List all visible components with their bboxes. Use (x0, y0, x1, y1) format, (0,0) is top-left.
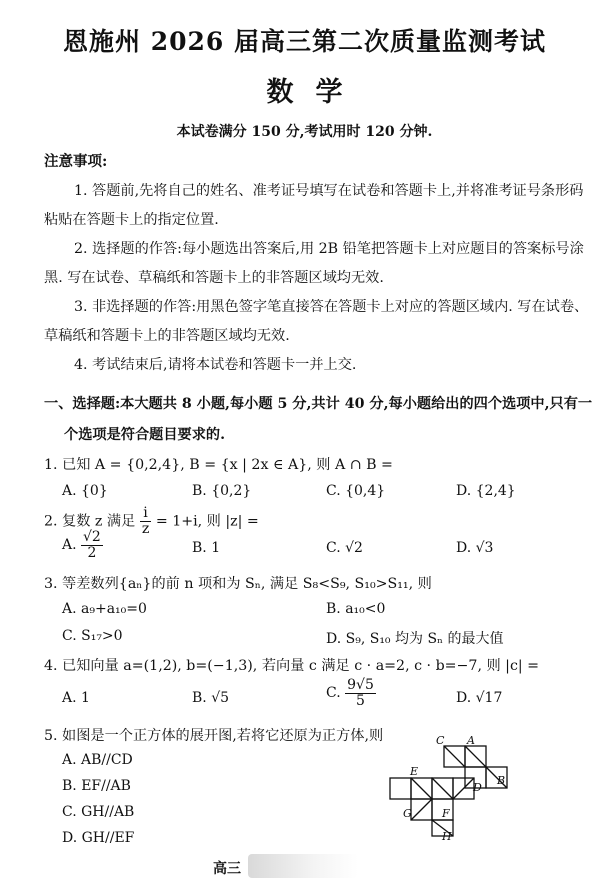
q4-option-d (456, 690, 502, 706)
q5-stem: 5. 如图是一个正方体的展开图,若将它还原为正方体,则 (44, 728, 384, 744)
q2-option-a-den: 2 (87, 544, 97, 561)
vertex-label-h: H (442, 830, 452, 841)
notes-heading: 注意事项: (44, 153, 108, 170)
note-2-line-2: 黑. 写在试卷、草稿纸和答题卡上的非答题区域均无效. (44, 270, 384, 286)
q4-option-c-den: 5 (356, 692, 365, 709)
q4-option-c-fraction (345, 678, 376, 708)
q2-fraction-num: i (140, 506, 151, 522)
q4-option-d-label: D. (456, 690, 472, 706)
q3-option-b: B. a₁₀<0 (326, 601, 386, 617)
q2-option-d-label: D. (456, 540, 472, 556)
q5-option-c: C. GH//AB (62, 804, 135, 820)
net-diagonal (411, 799, 432, 820)
q2-fraction-den: z (141, 520, 150, 537)
net-square (390, 778, 411, 799)
net-diagonal (411, 778, 432, 799)
note-3-line-2: 草稿纸和答题卡上的非答题区域均无效. (44, 328, 290, 344)
q5-option-d: D. GH//EF (62, 830, 135, 846)
net-diagonal (465, 746, 486, 767)
q4-option-c-label: C. (326, 685, 341, 702)
exam-title: 恩施州 2026 届高三第二次质量监测考试 (63, 27, 546, 56)
q2-option-c-label: C. (326, 540, 341, 556)
q1-option-d: D. {2,4} (456, 483, 516, 499)
q1-option-a: A. {0} (62, 483, 108, 499)
net-diagonal (432, 778, 453, 799)
q5-option-a: A. AB//CD (62, 752, 133, 768)
q4-stem: 4. 已知向量 a=(1,2), b=(−1,3), 若向量 c 满足 c · a=2, c · b=−7, 则 |c| = (44, 658, 540, 674)
q2-option-a-num: √2 (83, 529, 101, 545)
blurred-footer-region (248, 854, 358, 878)
vertex-label-c: C (436, 734, 445, 747)
q1-stem: 1. 已知 A = {0,2,4}, B = {x | 2x ∈ A}, 则 A ∩ B = (44, 457, 393, 473)
q4-option-a: A. 1 (62, 690, 90, 706)
vertex-label-f: F (442, 807, 450, 820)
q1-option-b: B. {0,2} (192, 483, 252, 499)
section-1-line-1: 一、选择题:本大题共 8 小题,每小题 5 分,共计 40 分,每小题给出的四个选项中,只有一 (44, 396, 593, 412)
q3-option-a: A. a₉+a₁₀=0 (62, 601, 147, 617)
q3-stem: 3. 等差数列{aₙ}的前 n 项和为 Sₙ, 满足 S₈<S₉, S₁₀>S₁₁, 则 (44, 576, 432, 592)
q2-stem-post: = 1+i, 则 |z| = (155, 513, 259, 530)
q4-option-b-label: B. (192, 690, 207, 706)
note-4: 4. 考试结束后,请将本试卷和答题卡一并上交. (74, 357, 357, 373)
q2-option-a-fraction (81, 530, 103, 560)
q2-option-a (62, 530, 103, 560)
vertex-label-b: B (497, 774, 506, 787)
q2-option-d-value: √3 (475, 540, 494, 556)
q2-option-c (326, 540, 363, 556)
note-1-line-2: 粘贴在答题卡上的指定位置. (44, 212, 219, 228)
q2-option-b: B. 1 (192, 540, 221, 556)
exam-info: 本试卷满分 150 分,考试用时 120 分钟. (176, 124, 433, 140)
q3-option-c: C. S₁₇>0 (62, 628, 123, 644)
q4-option-c-num: 9√5 (347, 677, 374, 693)
note-2-line-1: 2. 选择题的作答:每小题选出答案后,用 2B 铅笔把答题卡上对应题目的答案标号涂 (74, 241, 584, 257)
page-footer: 高三 (213, 861, 241, 877)
vertex-label-e: E (410, 765, 419, 778)
q2-option-a-label: A. (62, 537, 77, 554)
vertex-label-g: G (403, 807, 412, 820)
note-1-line-1: 1. 答题前,先将自己的姓名、准考证号填写在试卷和答题卡上,并将准考证号条形码 (74, 183, 584, 199)
vertex-label-d: D (473, 781, 482, 794)
net-diagonal (444, 746, 465, 767)
cube-net-figure (380, 733, 520, 841)
q4-option-d-value: √17 (475, 690, 503, 706)
note-3-line-1: 3. 非选择题的作答:用黑色签字笔直接答在答题卡上对应的答题区域内. 写在试卷、 (74, 299, 589, 315)
subject-title: 数学 (266, 77, 365, 108)
section-1-line-2: 个选项是符合题目要求的. (64, 427, 226, 443)
q4-option-b (192, 690, 229, 706)
q3-option-d: D. S₉, S₁₀ 均为 Sₙ 的最大值 (326, 631, 504, 647)
q4-option-b-value: √5 (211, 690, 230, 706)
q2-option-d (456, 540, 493, 556)
q5-option-b: B. EF//AB (62, 778, 131, 794)
q2-fraction (140, 506, 151, 537)
q2-stem-pre: 2. 复数 z 满足 (44, 513, 136, 530)
q2-option-c-value: √2 (345, 540, 363, 556)
q4-option-c (326, 678, 376, 708)
vertex-label-a: A (467, 734, 475, 747)
q1-option-c: C. {0,4} (326, 483, 386, 499)
